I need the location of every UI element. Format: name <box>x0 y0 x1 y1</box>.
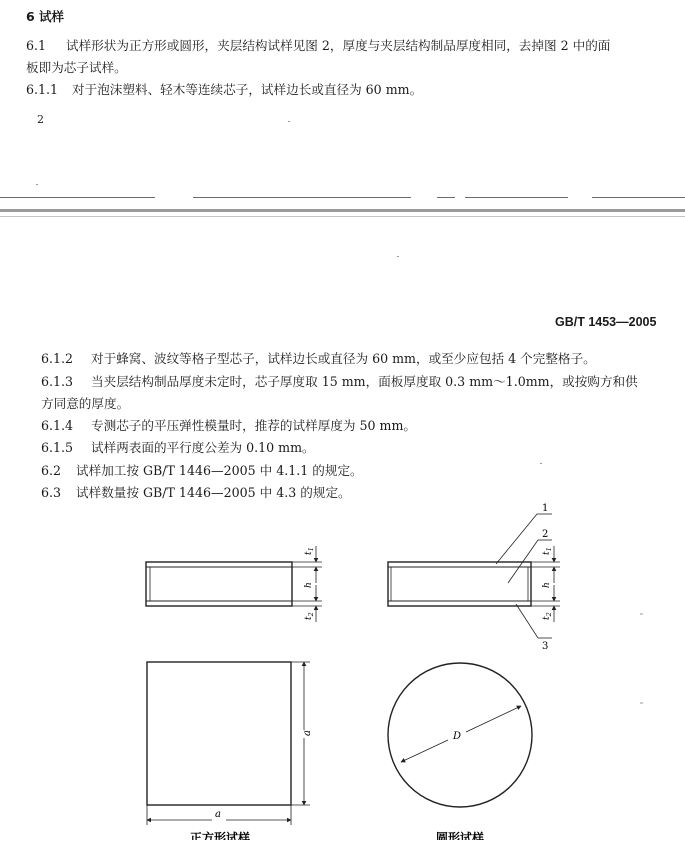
clause-number: 6.3 <box>41 485 62 500</box>
square-outline <box>147 662 291 805</box>
scan-speck <box>540 463 542 464</box>
clause-text: 专测芯子的平压弹性模量时，推荐的试样厚度为 50 mm。 <box>91 418 416 433</box>
leader-line-1 <box>496 514 537 564</box>
square-side-outline <box>146 562 292 606</box>
clause-6-1-5 <box>41 439 315 457</box>
dim-label-h: h <box>304 582 314 588</box>
dim-label-t2: $t_2$ <box>304 612 315 620</box>
clause-text: 方同意的厚度。 <box>41 396 130 411</box>
page-rule-segment <box>193 197 411 198</box>
clause-text: 板即为芯子试样。 <box>26 60 127 75</box>
clause-number: 6.2 <box>41 463 62 478</box>
dim-label-D: D <box>453 731 462 742</box>
circle-side-view <box>388 514 560 638</box>
clause-number: 6.1.4 <box>41 418 74 433</box>
clause-text: 对于泡沫塑料、轻木等连续芯子，试样边长或直径为 60 mm。 <box>72 82 423 97</box>
square-side-view <box>146 546 322 622</box>
clause-number: 6.1.5 <box>41 440 74 455</box>
callout-label-2: 2 <box>542 529 549 540</box>
clause-text: 试样两表面的平行度公差为 0.10 mm。 <box>91 440 315 455</box>
dim-label-t2: $t_2$ <box>542 612 553 620</box>
square-top-view <box>147 662 310 825</box>
dim-label-h: h <box>542 582 552 588</box>
clause-number: 6.1.3 <box>41 374 74 389</box>
page-break-bar <box>0 209 685 212</box>
caption-square: 正方形试样 <box>189 831 251 840</box>
callout-label-3: 3 <box>542 641 549 652</box>
scan-speck <box>288 121 290 122</box>
page-rule-segment <box>0 197 155 198</box>
dim-label-a-side: a <box>302 730 313 736</box>
clause-6-1-2 <box>41 350 596 368</box>
dim-label-t1: $t_1$ <box>542 547 553 555</box>
clause-6-2 <box>41 462 363 480</box>
diameter-arrow <box>401 740 448 762</box>
callout-label-1: 1 <box>542 503 549 514</box>
leader-line-3 <box>516 604 538 638</box>
clause-6-1-continued <box>26 59 127 77</box>
clause-text: 对于蜂窝、波纹等格子型芯子，试样边长或直径为 60 mm，或至少应包括 4 个完整格子。 <box>91 351 596 366</box>
caption-circle: 圆形试样 <box>435 831 485 840</box>
standard-id-header: GB/T 1453—2005 <box>555 315 657 329</box>
scan-speck <box>36 184 38 185</box>
clause-6-1-3-continued <box>41 395 129 413</box>
clause-6-1-1 <box>26 81 422 99</box>
page-rule-segment <box>592 197 685 198</box>
clause-number: 6.1.2 <box>41 351 74 366</box>
page-number: 2 <box>37 113 44 126</box>
clause-number: 6.1 <box>26 38 47 53</box>
page-rule-segment <box>437 197 455 198</box>
clause-text: 试样加工按 GB/T 1446—2005 中 4.1.1 的规定。 <box>76 463 363 478</box>
dim-label-a-bottom: a <box>215 809 221 820</box>
diameter-arrow <box>466 706 521 732</box>
clause-text: 试样形状为正方形或圆形，夹层结构试样见图 2，厚度与夹层结构制品厚度相同，去掉图 2 中的面 <box>66 38 611 53</box>
page-rule-segment <box>465 197 568 198</box>
dim-label-t1: $t_1$ <box>304 547 315 555</box>
clause-text: 试样数量按 GB/T 1446—2005 中 4.3 的规定。 <box>76 485 351 500</box>
section-heading: 6 试样 <box>26 9 65 24</box>
circle-side-outline <box>388 562 531 606</box>
clause-6-1-4 <box>41 417 416 435</box>
scan-speck <box>397 256 399 257</box>
clause-text: 当夹层结构制品厚度未定时，芯子厚度取 15 mm，面板厚度取 0.3 mm～1.0mm，或按购方和供 <box>91 374 638 389</box>
clause-number: 6.1.1 <box>26 82 59 97</box>
page-break-shadow <box>0 216 685 217</box>
clause-6-1 <box>26 37 610 55</box>
clause-6-1-3 <box>41 373 638 391</box>
specimen-figure <box>0 500 685 840</box>
